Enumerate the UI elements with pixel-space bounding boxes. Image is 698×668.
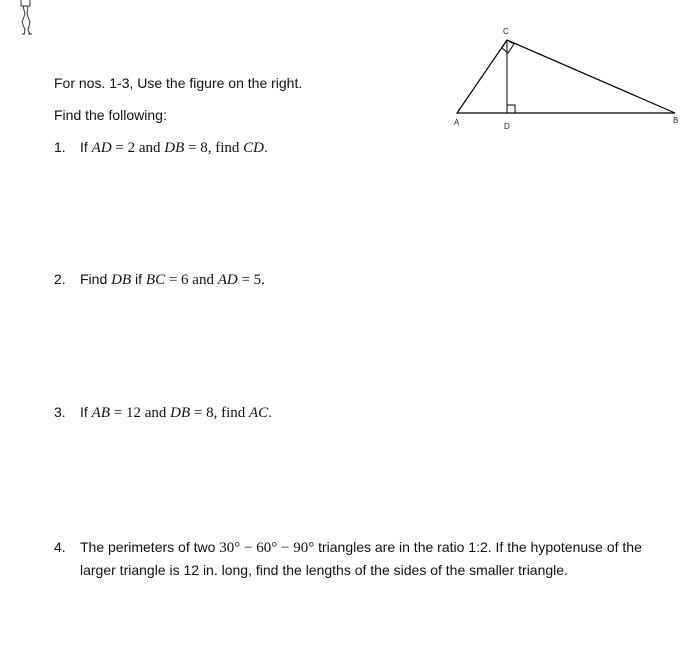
question-number: 3. [54, 404, 66, 420]
figure-icon [16, 0, 40, 36]
question-number: 1. [54, 139, 66, 155]
question-4: The perimeters of two 30° − 60° − 90° triangles are in the ratio 1:2. If the hypotenuse of the larger triangle is 12 in. long, find the lengths of the sides of the smaller triangle. [80, 539, 642, 578]
question-4-number: 4. [54, 539, 66, 555]
question-number: 2. [54, 271, 66, 287]
find-heading: Find the following: [54, 107, 167, 123]
intro-text: For nos. 1-3, Use the figure on the right. [54, 75, 303, 91]
question-1: 1. If AD = 2 and DB = 8, find CD. [54, 139, 268, 156]
triangle-abc [457, 40, 675, 113]
question-2: 2. Find DB if BC = 6 and AD = 5. [54, 271, 265, 288]
label-a: A [454, 118, 460, 127]
label-b: B [673, 116, 679, 125]
question-3: 3. If AB = 12 and DB = 8, find AC. [54, 404, 273, 421]
label-c: C [503, 27, 509, 36]
right-angle-d [507, 105, 515, 113]
label-d: D [504, 122, 510, 131]
triangle-figure [450, 22, 698, 134]
